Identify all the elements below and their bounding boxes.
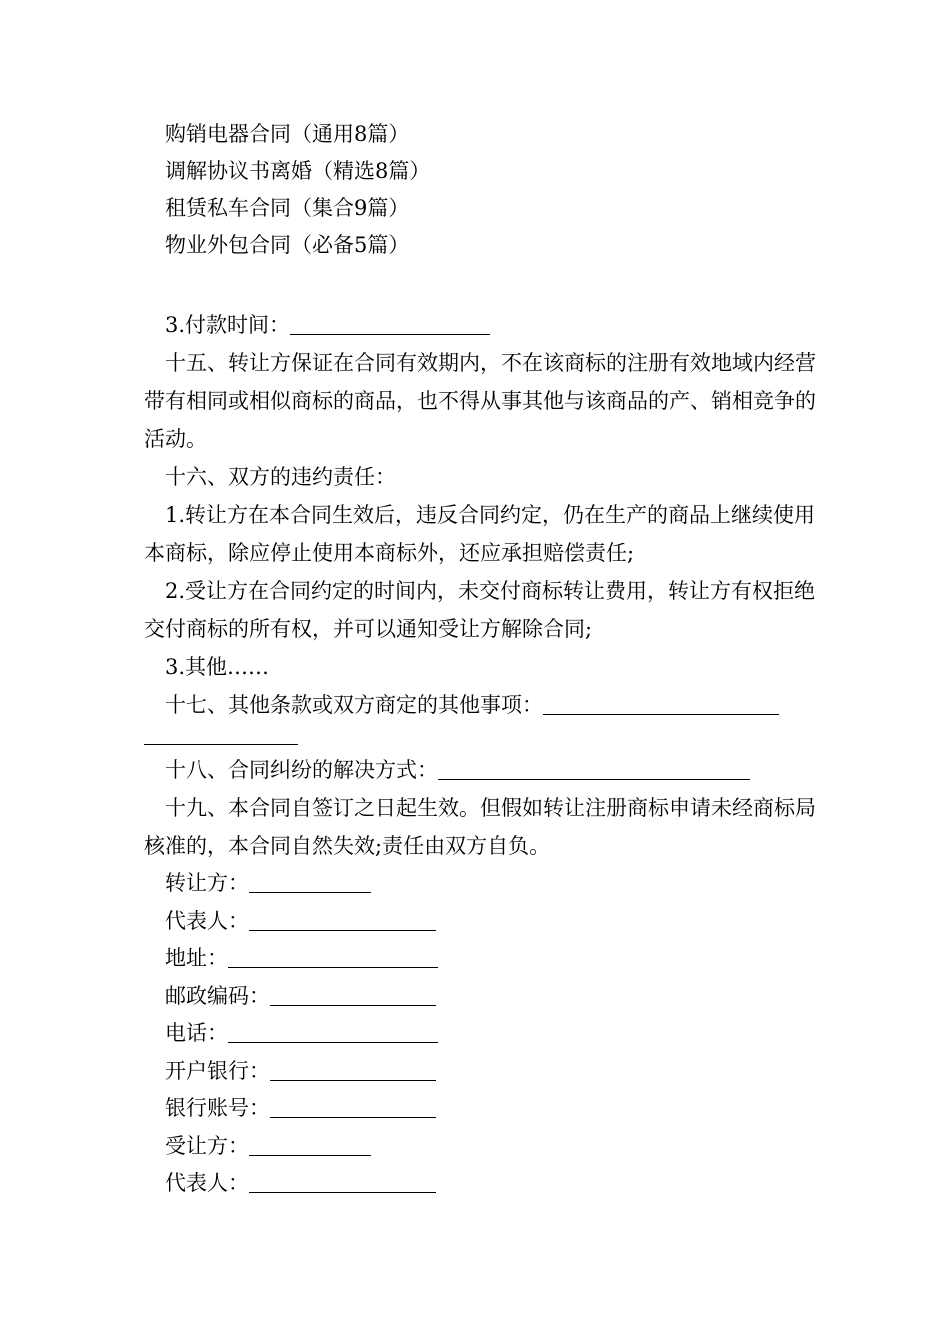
postal-code-label: 邮政编码： (165, 983, 270, 1008)
clause-16-1: 1.转让方在本合同生效后，违反合同约定，仍在生产的商品上继续使用本商标，除应停止使用本商标外，还应承担赔偿责任; (144, 503, 816, 565)
bank-account-label: 银行账号： (165, 1096, 270, 1120)
address-label: 地址： (165, 946, 228, 970)
related-link[interactable]: 租赁私车合同（集合9篇） (165, 196, 410, 220)
clause-18 (144, 751, 824, 789)
blank-line (249, 1133, 371, 1156)
representative-line (144, 903, 824, 941)
representative-2-line (144, 1165, 824, 1203)
representative-label: 代表人： (165, 908, 249, 933)
blank-line (270, 1095, 436, 1118)
bank-label: 开户银行： (165, 1058, 270, 1083)
clause-17-label: 十七、其他条款或双方商定的其他事项： (165, 693, 543, 717)
related-link[interactable]: 购销电器合同（通用8篇） (165, 122, 410, 146)
transferor-line (144, 865, 824, 903)
blank-line (543, 692, 779, 715)
blank-line (228, 1020, 438, 1043)
clause-16: 十六、双方的违约责任： (165, 465, 396, 489)
phone-label: 电话： (165, 1021, 228, 1045)
transferor-label: 转让方： (165, 871, 249, 895)
clause-16-2: 2.受让方在合同约定的时间内，未交付商标转让费用，转让方有权拒绝交付商标的所有权，并可以通知受让方解除合同; (144, 579, 816, 641)
clause-15: 十五、转让方保证在合同有效期内，不在该商标的注册有效地域内经营带有相同或相似商标的商品，也不得从事其他与该商品的产、销相竞争的活动。 (144, 351, 816, 451)
transferee-label: 受让方： (165, 1133, 249, 1158)
representative-2-label: 代表人： (165, 1171, 249, 1195)
blank-line (228, 945, 438, 968)
payment-time-line (144, 306, 824, 344)
blank-line (249, 1170, 436, 1193)
related-link[interactable]: 调解协议书离婚（精选8篇） (165, 159, 431, 183)
blank-line (290, 312, 490, 335)
related-link[interactable]: 物业外包合同（必备5篇） (165, 233, 410, 257)
phone-line (144, 1015, 824, 1053)
clause-19: 十九、本合同自签订之日起生效。但假如转让注册商标申请未经商标局核准的，本合同自然失效;责任由双方自负。 (144, 796, 816, 858)
blank-line (270, 1058, 436, 1081)
blank-line (270, 983, 436, 1006)
postal-code-line (144, 978, 824, 1016)
clause-18-label: 十八、合同纠纷的解决方式： (165, 758, 438, 782)
blank-line (144, 724, 298, 745)
address-line (144, 940, 824, 978)
bank-line (144, 1053, 824, 1091)
blank-line (249, 908, 436, 931)
blank-line (249, 870, 371, 893)
payment-time-label: 3.付款时间： (165, 313, 291, 337)
transferee-line (144, 1128, 824, 1166)
clause-16-3: 3.其他…… (165, 655, 270, 679)
related-links-list (165, 116, 430, 264)
blank-line (438, 757, 750, 780)
clause-17 (144, 686, 824, 724)
contract-body (144, 306, 824, 1203)
bank-account-line (144, 1090, 824, 1128)
